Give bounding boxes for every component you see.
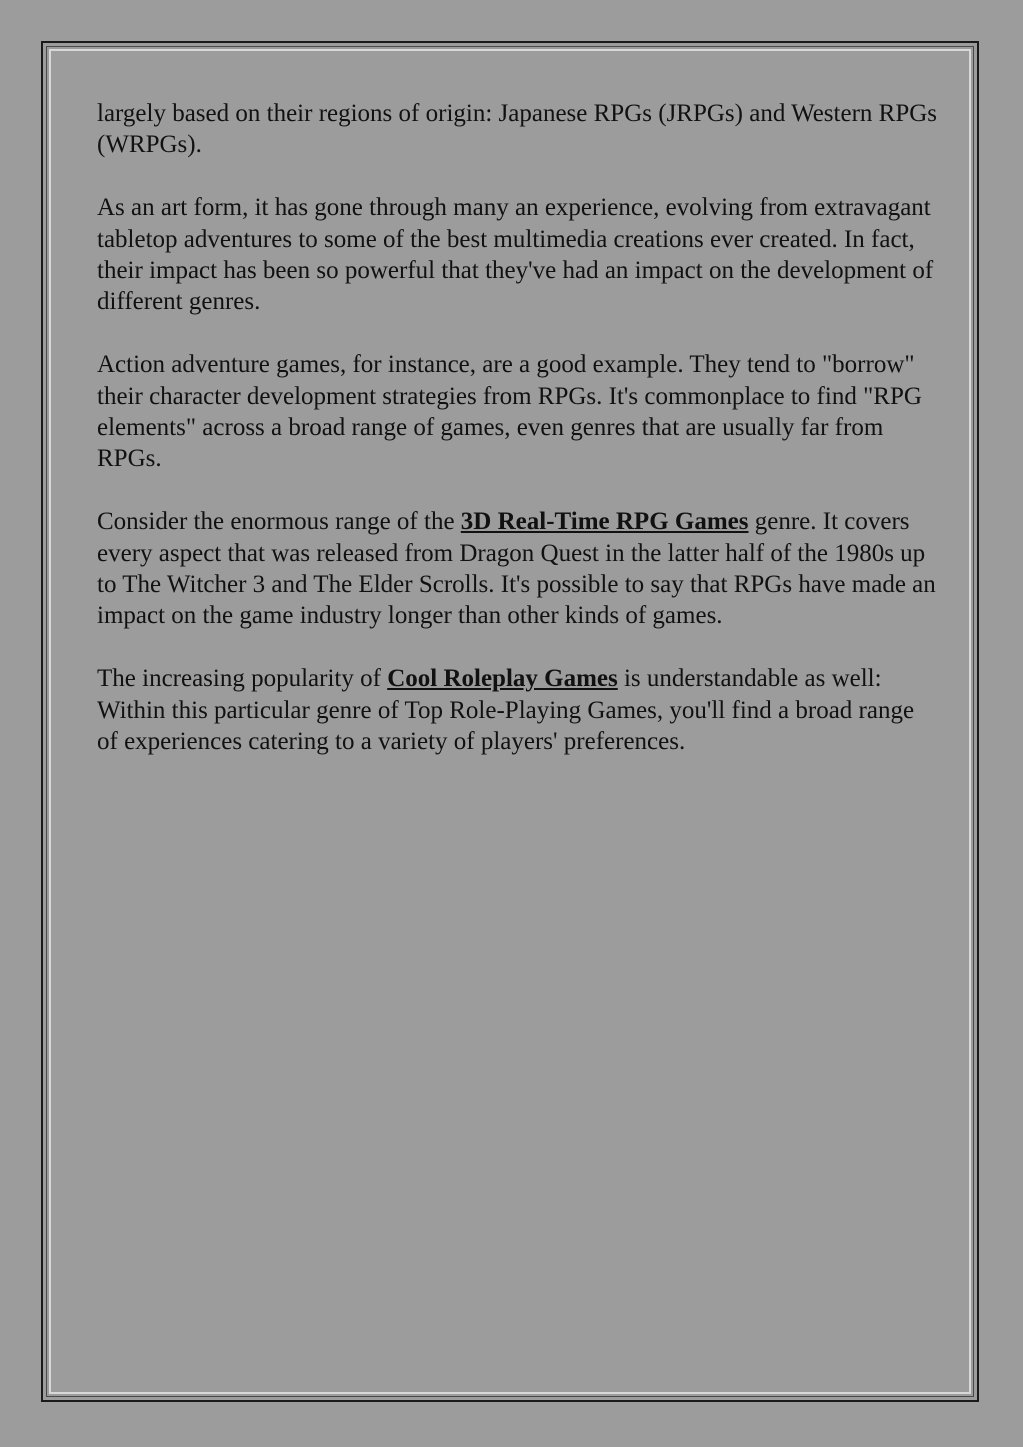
link-3d-real-time-rpg-games[interactable]: 3D Real-Time RPG Games: [460, 508, 749, 536]
link-cool-roleplay-games[interactable]: Cool Roleplay Games: [387, 665, 618, 693]
paragraph-text: is understandable as well: Within this particular genre of Top Role-Playing Games, you'll find a broad range of experiences catering to a variety of players' preferences.: [97, 665, 915, 756]
paragraph-3d-realtime: [97, 506, 937, 632]
paragraph-text: Action adventure games, for instance, are a good example. They tend to "borrow" their character development strategies from RPGs. It's commonplace to find "RPG elements" across a broad range of games, even genres that are usually far from RPGs.: [97, 351, 922, 473]
paragraph-text: As an art form, it has gone through many an experience, evolving from extravagant tabletop adventures to some of the best multimedia creations ever created. In fact, their impact has been so powerful that they've had an impact on the development of different genres.: [97, 194, 934, 316]
paragraph-text: largely based on their regions of origin: Japanese RPGs (JRPGs) and Western RPGs (WRPGs).: [97, 100, 938, 159]
paragraph-action-adventure: [97, 349, 937, 475]
paragraph-cool-roleplay: [97, 663, 937, 757]
paragraph-text: The increasing popularity of: [97, 665, 388, 693]
paragraph-regions: [97, 98, 937, 161]
paragraph-art-form: [97, 192, 937, 318]
paragraph-text: Consider the enormous range of the: [97, 508, 461, 536]
paragraph-text: genre. It covers every aspect that was released from Dragon Quest in the latter half of the 1980s up to The Witcher 3 and The Elder Scrolls. It's possible to say that RPGs have made an impact on the game industry longer than other kinds of games.: [97, 508, 936, 630]
document-body: [97, 98, 937, 789]
